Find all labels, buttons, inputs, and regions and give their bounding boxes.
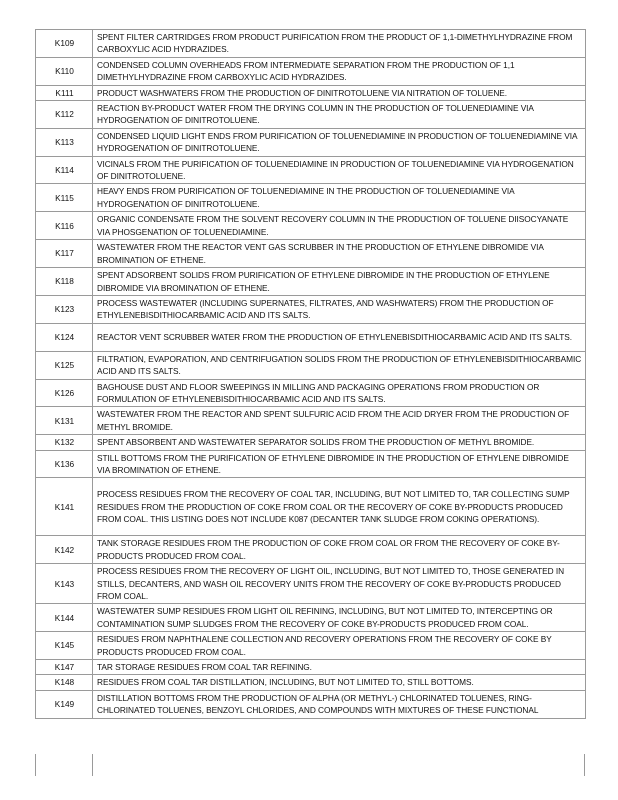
- table-row: [36, 184, 586, 212]
- table-row: [36, 564, 586, 604]
- table-row: [36, 690, 586, 718]
- table-row: [36, 435, 586, 450]
- waste-description: PROCESS RESIDUES FROM THE RECOVERY OF LIGHT OIL, INCLUDING, BUT NOT LIMITED TO, THOSE GENERATED IN STILLS, DECANTERS, AND WASH OIL RECOVERY UNITS FROM THE RECOVERY OF COKE BY-PRODUCTS PRODUCED FROM COAL.: [93, 564, 586, 604]
- table-row: [36, 660, 586, 675]
- waste-description: SPENT ABSORBENT AND WASTEWATER SEPARATOR SOLIDS FROM THE PRODUCTION OF METHYL BROMIDE.: [93, 435, 586, 450]
- waste-description: PROCESS RESIDUES FROM THE RECOVERY OF COAL TAR, INCLUDING, BUT NOT LIMITED TO, TAR COLLECTING SUMP RESIDUES FROM THE PRODUCTION OF COKE FROM COAL OR THE RECOVERY OF COKE BY-PRODUCTS PRODUCED FROM COAL. THIS LISTING DOES NOT INCLUDE K087 (DECANTER TANK SLUDGE FROM COKING OPERATIONS).: [93, 478, 586, 536]
- waste-code: K110: [36, 57, 93, 85]
- waste-description: WASTEWATER FROM THE REACTOR VENT GAS SCRUBBER IN THE PRODUCTION OF ETHYLENE DIBROMIDE VIA BROMINATION OF ETHENE.: [93, 240, 586, 268]
- waste-code: K109: [36, 30, 93, 58]
- waste-description: RESIDUES FROM NAPHTHALENE COLLECTION AND RECOVERY OPERATIONS FROM THE RECOVERY OF COKE BY PRODUCTS PRODUCED FROM COAL.: [93, 632, 586, 660]
- column-divider: [92, 754, 93, 776]
- waste-description: STILL BOTTOMS FROM THE PURIFICATION OF ETHYLENE DIBROMIDE IN THE PRODUCTION OF ETHYLENE DIBROMIDE VIA BROMINATION OF ETHENE.: [93, 450, 586, 478]
- waste-code: K132: [36, 435, 93, 450]
- table-row: [36, 85, 586, 100]
- table-row: [36, 323, 586, 351]
- table-row: [36, 268, 586, 296]
- table-row: [36, 536, 586, 564]
- waste-code: K145: [36, 632, 93, 660]
- waste-description: RESIDUES FROM COAL TAR DISTILLATION, INCLUDING, BUT NOT LIMITED TO, STILL BOTTOMS.: [93, 675, 586, 690]
- waste-code: K113: [36, 128, 93, 156]
- waste-code: K118: [36, 268, 93, 296]
- table-row: [36, 295, 586, 323]
- waste-description: ORGANIC CONDENSATE FROM THE SOLVENT RECOVERY COLUMN IN THE PRODUCTION OF TOLUENE DIISOCYANATE VIA PHOSGENATION OF TOLUENEDIAMINE.: [93, 212, 586, 240]
- table-row: [36, 450, 586, 478]
- table-row: [36, 101, 586, 129]
- waste-code: K125: [36, 351, 93, 379]
- waste-code: K114: [36, 156, 93, 184]
- waste-code: K144: [36, 604, 93, 632]
- table-row: [36, 478, 586, 536]
- table-body: [36, 30, 586, 719]
- waste-description: HEAVY ENDS FROM PURIFICATION OF TOLUENEDIAMINE IN THE PRODUCTION OF TOLUENEDIAMINE VIA HYDROGENATION OF DINITROTOLUENE.: [93, 184, 586, 212]
- waste-description: REACTOR VENT SCRUBBER WATER FROM THE PRODUCTION OF ETHYLENEBISDITHIOCARBAMIC ACID AND ITS SALTS.: [93, 323, 586, 351]
- waste-code: K112: [36, 101, 93, 129]
- waste-code: K124: [36, 323, 93, 351]
- waste-code: K117: [36, 240, 93, 268]
- waste-code: K123: [36, 295, 93, 323]
- table-row: [36, 379, 586, 407]
- waste-description: TAR STORAGE RESIDUES FROM COAL TAR REFINING.: [93, 660, 586, 675]
- table-row: [36, 128, 586, 156]
- waste-code: K147: [36, 660, 93, 675]
- table-row: [36, 212, 586, 240]
- table-row: [36, 57, 586, 85]
- waste-code: K141: [36, 478, 93, 536]
- waste-description: CONDENSED LIQUID LIGHT ENDS FROM PURIFICATION OF TOLUENEDIAMINE IN PRODUCTION OF TOLUENEDIAMINE VIA HYDROGENATION OF DINITROTOLUENE.: [93, 128, 586, 156]
- waste-description: REACTION BY-PRODUCT WATER FROM THE DRYING COLUMN IN THE PRODUCTION OF TOLUENEDIAMINE VIA HYDROGENATION OF DINITROTOLUENE.: [93, 101, 586, 129]
- hazardous-waste-code-table: [35, 29, 586, 719]
- table-continuation: [35, 754, 585, 776]
- table-row: [36, 632, 586, 660]
- waste-description: WASTEWATER SUMP RESIDUES FROM LIGHT OIL REFINING, INCLUDING, BUT NOT LIMITED TO, INTERCEPTING OR CONTAMINATION SUMP SLUDGES FROM THE RECOVERY OF COKE BY-PRODUCTS PRODUCED FROM COAL.: [93, 604, 586, 632]
- waste-code: K131: [36, 407, 93, 435]
- table-row: [36, 351, 586, 379]
- table-row: [36, 156, 586, 184]
- waste-description: DISTILLATION BOTTOMS FROM THE PRODUCTION OF ALPHA (OR METHYL-) CHLORINATED TOLUENES, RING-CHLORINATED TOLUENES, BENZOYL CHLORIDES, AND COMPOUNDS WITH MIXTURES OF THESE FUNCTIONAL: [93, 690, 586, 718]
- waste-description: VICINALS FROM THE PURIFICATION OF TOLUENEDIAMINE IN PRODUCTION OF TOLUENEDIAMINE VIA HYDROGENATION OF DINITROTOLUENE.: [93, 156, 586, 184]
- waste-code: K126: [36, 379, 93, 407]
- waste-code: K149: [36, 690, 93, 718]
- waste-code: K116: [36, 212, 93, 240]
- table-row: [36, 30, 586, 58]
- waste-code: K143: [36, 564, 93, 604]
- waste-description: PROCESS WASTEWATER (INCLUDING SUPERNATES, FILTRATES, AND WASHWATERS) FROM THE PRODUCTION OF ETHYLENEBISDITHIOCARBAMIC ACID AND ITS SALTS.: [93, 295, 586, 323]
- table-row: [36, 407, 586, 435]
- waste-description: WASTEWATER FROM THE REACTOR AND SPENT SULFURIC ACID FROM THE ACID DRYER FROM THE PRODUCTION OF METHYL BROMIDE.: [93, 407, 586, 435]
- waste-code: K148: [36, 675, 93, 690]
- waste-description: FILTRATION, EVAPORATION, AND CENTRIFUGATION SOLIDS FROM THE PRODUCTION OF ETHYLENEBISDITHIOCARBAMIC ACID AND ITS SALTS.: [93, 351, 586, 379]
- waste-code: K142: [36, 536, 93, 564]
- waste-description: CONDENSED COLUMN OVERHEADS FROM INTERMEDIATE SEPARATION FROM THE PRODUCTION OF 1,1 DIMETHYLHYDRAZINE FROM CARBOXYLIC ACID HYDRAZIDES.: [93, 57, 586, 85]
- waste-description: SPENT ADSORBENT SOLIDS FROM PURIFICATION OF ETHYLENE DIBROMIDE IN THE PRODUCTION OF ETHYLENE DIBROMIDE VIA BROMINATION OF ETHENE.: [93, 268, 586, 296]
- waste-code: K115: [36, 184, 93, 212]
- waste-code: K136: [36, 450, 93, 478]
- waste-code: K111: [36, 85, 93, 100]
- waste-description: TANK STORAGE RESIDUES FROM THE PRODUCTION OF COKE FROM COAL OR FROM THE RECOVERY OF COKE BY-PRODUCTS PRODUCED FROM COAL.: [93, 536, 586, 564]
- table-row: [36, 240, 586, 268]
- table-row: [36, 675, 586, 690]
- waste-description: SPENT FILTER CARTRIDGES FROM PRODUCT PURIFICATION FROM THE PRODUCT OF 1,1-DIMETHYLHYDRAZINE FROM CARBOXYLIC ACID HYDRAZIDES.: [93, 30, 586, 58]
- waste-description: BAGHOUSE DUST AND FLOOR SWEEPINGS IN MILLING AND PACKAGING OPERATIONS FROM PRODUCTION OR FORMULATION OF ETHYLENEBISDITHIOCARBAMIC ACID AND ITS SALTS.: [93, 379, 586, 407]
- table-row: [36, 604, 586, 632]
- waste-description: PRODUCT WASHWATERS FROM THE PRODUCTION OF DINITROTOLUENE VIA NITRATION OF TOLUENE.: [93, 85, 586, 100]
